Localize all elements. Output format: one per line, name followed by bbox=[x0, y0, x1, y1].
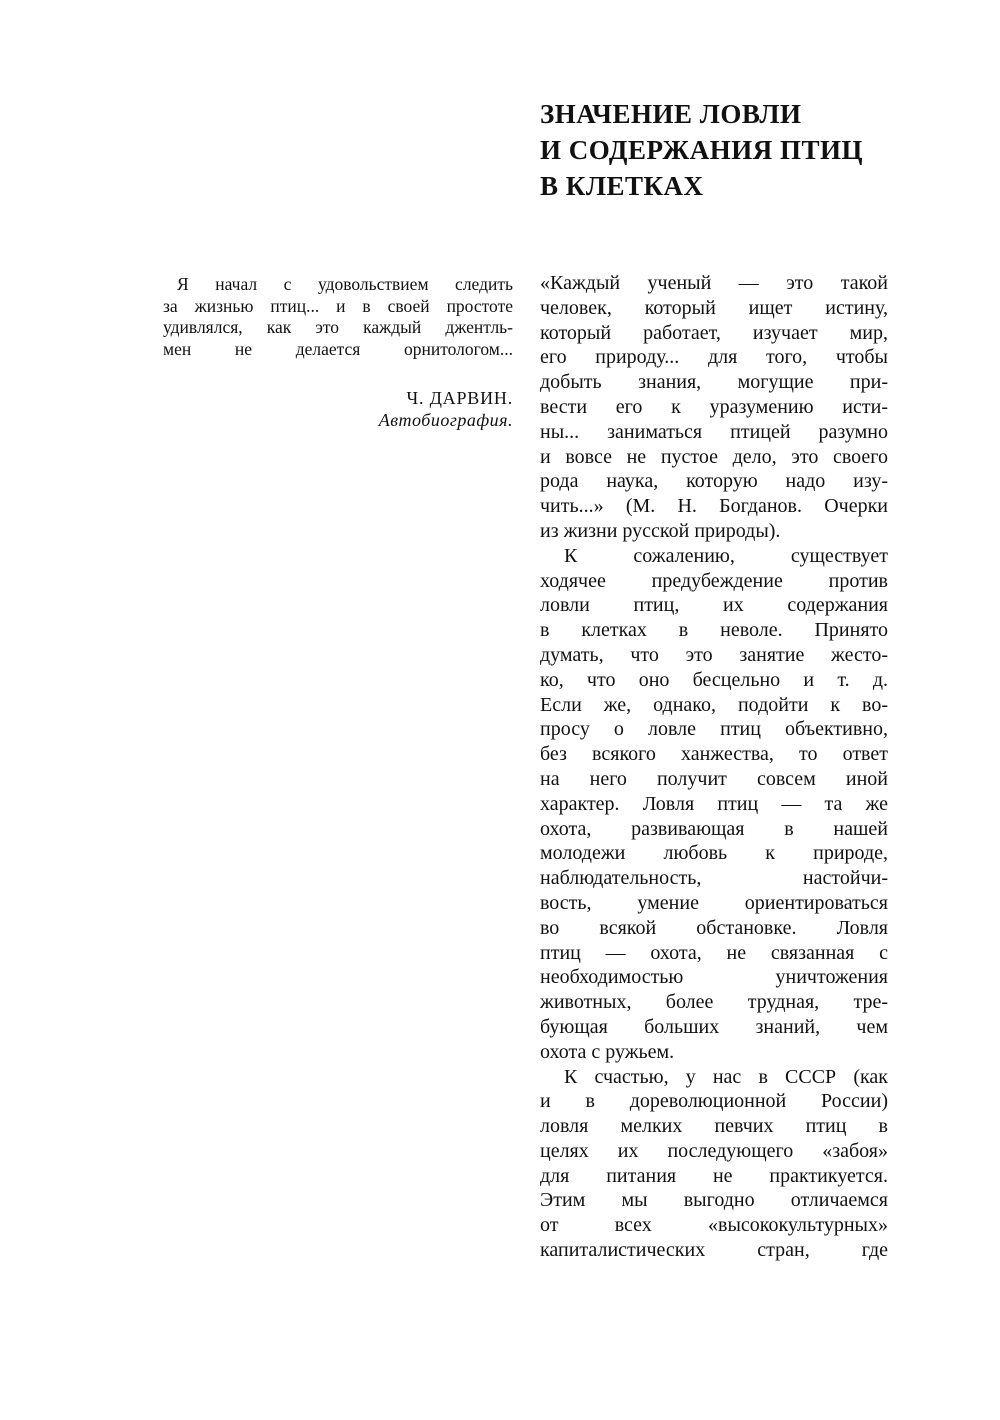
epigraph-line: удивлялся, как это каждый джентль- bbox=[163, 317, 513, 337]
body-line: и в дореволюционной России) bbox=[540, 1090, 888, 1113]
body-line: в клетках в неволе. Принято bbox=[540, 619, 888, 642]
body-line: который работает, изучает мир, bbox=[540, 321, 888, 344]
body-line: «Каждый ученый — это такой bbox=[540, 272, 888, 294]
body-line: необходимостью уничтожения bbox=[540, 966, 888, 989]
body-line: птиц — охота, не связанная с bbox=[540, 941, 888, 964]
body-line: целях их последующего «забоя» bbox=[540, 1139, 888, 1162]
body-line: ловля мелких певчих птиц в bbox=[540, 1115, 888, 1138]
body-line: на него получит совсем иной bbox=[540, 767, 888, 790]
body-line: от всех «высококультурных» bbox=[540, 1214, 888, 1237]
body-line: Этим мы выгодно отличаемся bbox=[540, 1189, 888, 1212]
body-line: человек, который ищет истину, bbox=[540, 296, 888, 319]
body-line: без всякого ханжества, то ответ bbox=[540, 743, 888, 766]
body-line: К счастью, у нас в СССР (как bbox=[564, 1065, 888, 1088]
body-line: вость, умение ориентироваться bbox=[540, 891, 888, 914]
epigraph-author: Ч. ДАРВИН. bbox=[406, 388, 513, 408]
body-line: характер. Ловля птиц — та же bbox=[540, 792, 888, 815]
epigraph-line: Я начал с удовольствием следить bbox=[177, 274, 513, 294]
body-line: ко, что оно бесцельно и т. д. bbox=[540, 668, 888, 691]
body-line: капиталистических стран, где bbox=[540, 1239, 888, 1262]
epigraph-line: мен не делается орнитологом... bbox=[163, 338, 513, 359]
body-line: думать, что это занятие жесто- bbox=[540, 643, 888, 666]
body-line: ловли птиц, их содержания bbox=[540, 594, 888, 617]
body-line: из жизни русской природы). bbox=[540, 519, 781, 542]
body-line: охота с ружьем. bbox=[540, 1040, 675, 1063]
body-line: ны... заниматься птицей разумно bbox=[540, 420, 888, 443]
body-line: добыть знания, могущие при- bbox=[540, 371, 888, 394]
body-text-column bbox=[540, 271, 888, 1263]
chapter-title-line: В КЛЕТКАХ bbox=[540, 171, 704, 201]
body-line: Если же, однако, подойти к во- bbox=[540, 693, 888, 716]
epigraph-quote bbox=[163, 274, 513, 360]
chapter-title bbox=[540, 96, 960, 204]
body-line: ходячее предубеждение против bbox=[540, 569, 888, 592]
body-line: просу о ловле птиц объективно, bbox=[540, 718, 888, 741]
body-line: чить...» (М. Н. Богданов. Очерки bbox=[540, 495, 888, 518]
body-line: животных, более трудная, тре- bbox=[540, 991, 888, 1014]
epigraph-source: Автобиография. bbox=[378, 410, 513, 430]
body-line: К сожалению, существует bbox=[564, 544, 888, 567]
body-line: для питания не практикуется. bbox=[540, 1164, 888, 1187]
body-line: бующая больших знаний, чем bbox=[540, 1015, 888, 1038]
body-line: молодежи любовь к природе, bbox=[540, 842, 888, 865]
body-line: и вовсе не пустое дело, это своего bbox=[540, 445, 888, 468]
chapter-title-line: ЗНАЧЕНИЕ ЛОВЛИ bbox=[540, 99, 802, 129]
chapter-title-line: И СОДЕРЖАНИЯ ПТИЦ bbox=[540, 135, 863, 165]
body-line: вести его к уразумению исти- bbox=[540, 395, 888, 418]
body-line: рода наука, которую надо изу- bbox=[540, 470, 888, 493]
body-line: наблюдательность, настойчи- bbox=[540, 867, 888, 890]
body-line: охота, развивающая в нашей bbox=[540, 817, 888, 840]
body-line: его природу... для того, чтобы bbox=[540, 346, 888, 369]
epigraph-line: за жизнью птиц... и в своей простоте bbox=[163, 295, 513, 316]
body-line: во всякой обстановке. Ловля bbox=[540, 916, 888, 939]
epigraph-attribution bbox=[163, 387, 513, 431]
